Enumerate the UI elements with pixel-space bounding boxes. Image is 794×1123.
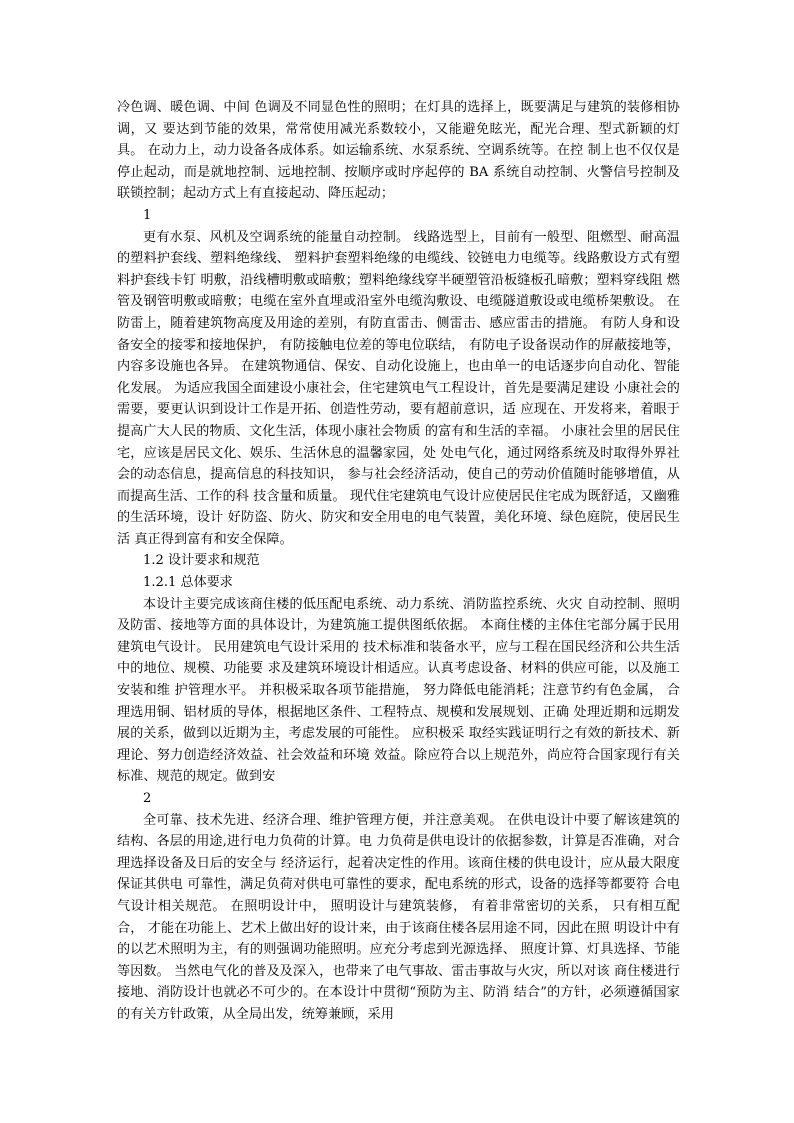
section-heading-1-2: 1.2 设计要求和规范 — [143, 553, 260, 569]
page-number-1: 1 — [143, 207, 152, 223]
section-heading-1-2-1: 1.2.1 总体要求 — [143, 575, 233, 591]
document-page — [117, 97, 680, 1026]
paragraph-lighting-power-control: 冷色调、暖色调、中间 色调及不同显色性的照明；在灯具的选择上，既要满足与建筑的装修相协调，又 要达到节能的效果，常常使用减光系数较小，又能避免眩光，配光合理、型式新颖的灯具。 在动力上，动力设备各成体系。如运输系统、水泵系统、空调系统等。在控 制上也不仅仅是停止起动，而是就地控制、远地控制、按顺序或时序起停的 BA 系统自动控制、火警信号控制及联锁控制；起动方式上有直接起动、降压起动； — [117, 100, 680, 202]
page-number-2: 2 — [143, 791, 152, 806]
paragraph-wiring-lightning-smart-home: 更有水泵、风机及空调系统的能量自动控制。 线路选型上，目前有一般型、阻燃型、耐高温的塑料护套线、塑料绝缘线、 塑料护套塑料绝缘的电缆线、铰链电力电缆等。线路敷设方式有塑料护套线卡钉 明敷，沿线槽明敷或暗敷；塑料绝缘线穿半硬塑管沿板缝板孔暗敷；塑料穿线阻 燃管及钢管明敷或暗敷；电缆在室外直埋或沿室外电缆沟敷设、电缆隧道敷设或电缆桥架敷设。 在防雷上，随着建筑物高度及用途的差别，有防直雷击、侧雷击、感应雷击的措施。 有防人身和设备安全的接零和接地保护， 有防接触电位差的等电位联结， 有防电子设备误动作的屏蔽接地等，内容多设施也各异。 在建筑物通信、保安、自动化设施上，也由单一的电话逐步向自动化、智能 化发展。 为适应我国全面建设小康社会，住宅建筑电气工程设计，首先是要满足建设 小康社会的需要，要更认识到设计工作是开拓、创造性劳动，要有超前意识，适 应现在、开发将来，着眼于提高广大人民的物质、文化生活，体现小康社会物质 的富有和生活的幸福。 小康社会里的居民住宅，应该是居民文化、娱乐、生活休息的温馨家园，处 处电气化，通过网络系统及时取得外界社会的动态信息，提高信息的科技知识， 参与社会经济活动，使自己的劳动价值随时能够增值，从而提高生活、工作的科 技含量和质量。 现代住宅建筑电气设计应使居民住宅成为既舒适，又幽雅的生活环境，设计 好防盗、防火、防灾和安全用电的电气装置，美化环境、绿色庭院，使居民生活 真正得到富有和安全保障。 — [117, 229, 680, 547]
paragraph-general-requirements: 本设计主要完成该商住楼的低压配电系统、动力系统、消防监控系统、火灾 自动控制、照明及防雷、接地等方面的具体设计，为建筑施工提供图纸依据。 本商住楼的主体住宅部分属于民用建筑电气设计。 民用建筑电气设计采用的 技术标准和装备水平，应与工程在国民经济和公共生活中的地位、规模、功能要 求及建筑环境设计相适应。认真考虑设备、材料的供应可能，以及施工安装和维 护管理水平。 并积极采取各项节能措施， 努力降低电能消耗；注意节约有色金属， 合理选用铜、铝材质的导体，根据地区条件、工程特点、规模和发展规划、正确 处理近期和远期发展的关系，做到以近期为主，考虑发展的可能性。 应积极采 取经实践证明行之有效的新技术、新理论、努力创造经济效益、社会效益和环境 效益。除应符合以上规范外，尚应符合国家现行有关标准、规范的规定。做到安 — [117, 596, 680, 785]
paragraph-power-supply-lighting-fire: 全可靠、技术先进、经济合理、维护管理方便，并注意美观。 在供电设计中要了解该建筑的结构、各层的用途,进行电力负荷的计算。电 力负荷是供电设计的依据参数，计算是否准确，对合理选择设备及日后的安全与 经济运行，起着决定性的作用。该商住楼的供电设计，应从最大限度保证其供电 可靠性，满足负荷对供电可靠性的要求，配电系统的形式，设备的选择等都要符 合电气设计相关规范。 在照明设计中， 照明设计与建筑装修， 有着非常密切的关系， 只有相互配合， 才能在功能上、艺术上做出好的设计来，由于该商住楼各层用途不同，因此在照 明设计中有的以艺术照明为主，有的则强调功能照明。应充分考虑到光源选择、 照度计算、灯具选择、节能等因数。 当然电气化的普及及深入，也带来了电气事故、雷击事故与火灾，所以对该 商住楼进行接地、消防设计也就必不可少的。在本设计中贯彻“预防为主、防消 结合”的方针，必须遵循国家的有关方针政策，从全局出发，统筹兼顾，采用 — [117, 812, 680, 1022]
